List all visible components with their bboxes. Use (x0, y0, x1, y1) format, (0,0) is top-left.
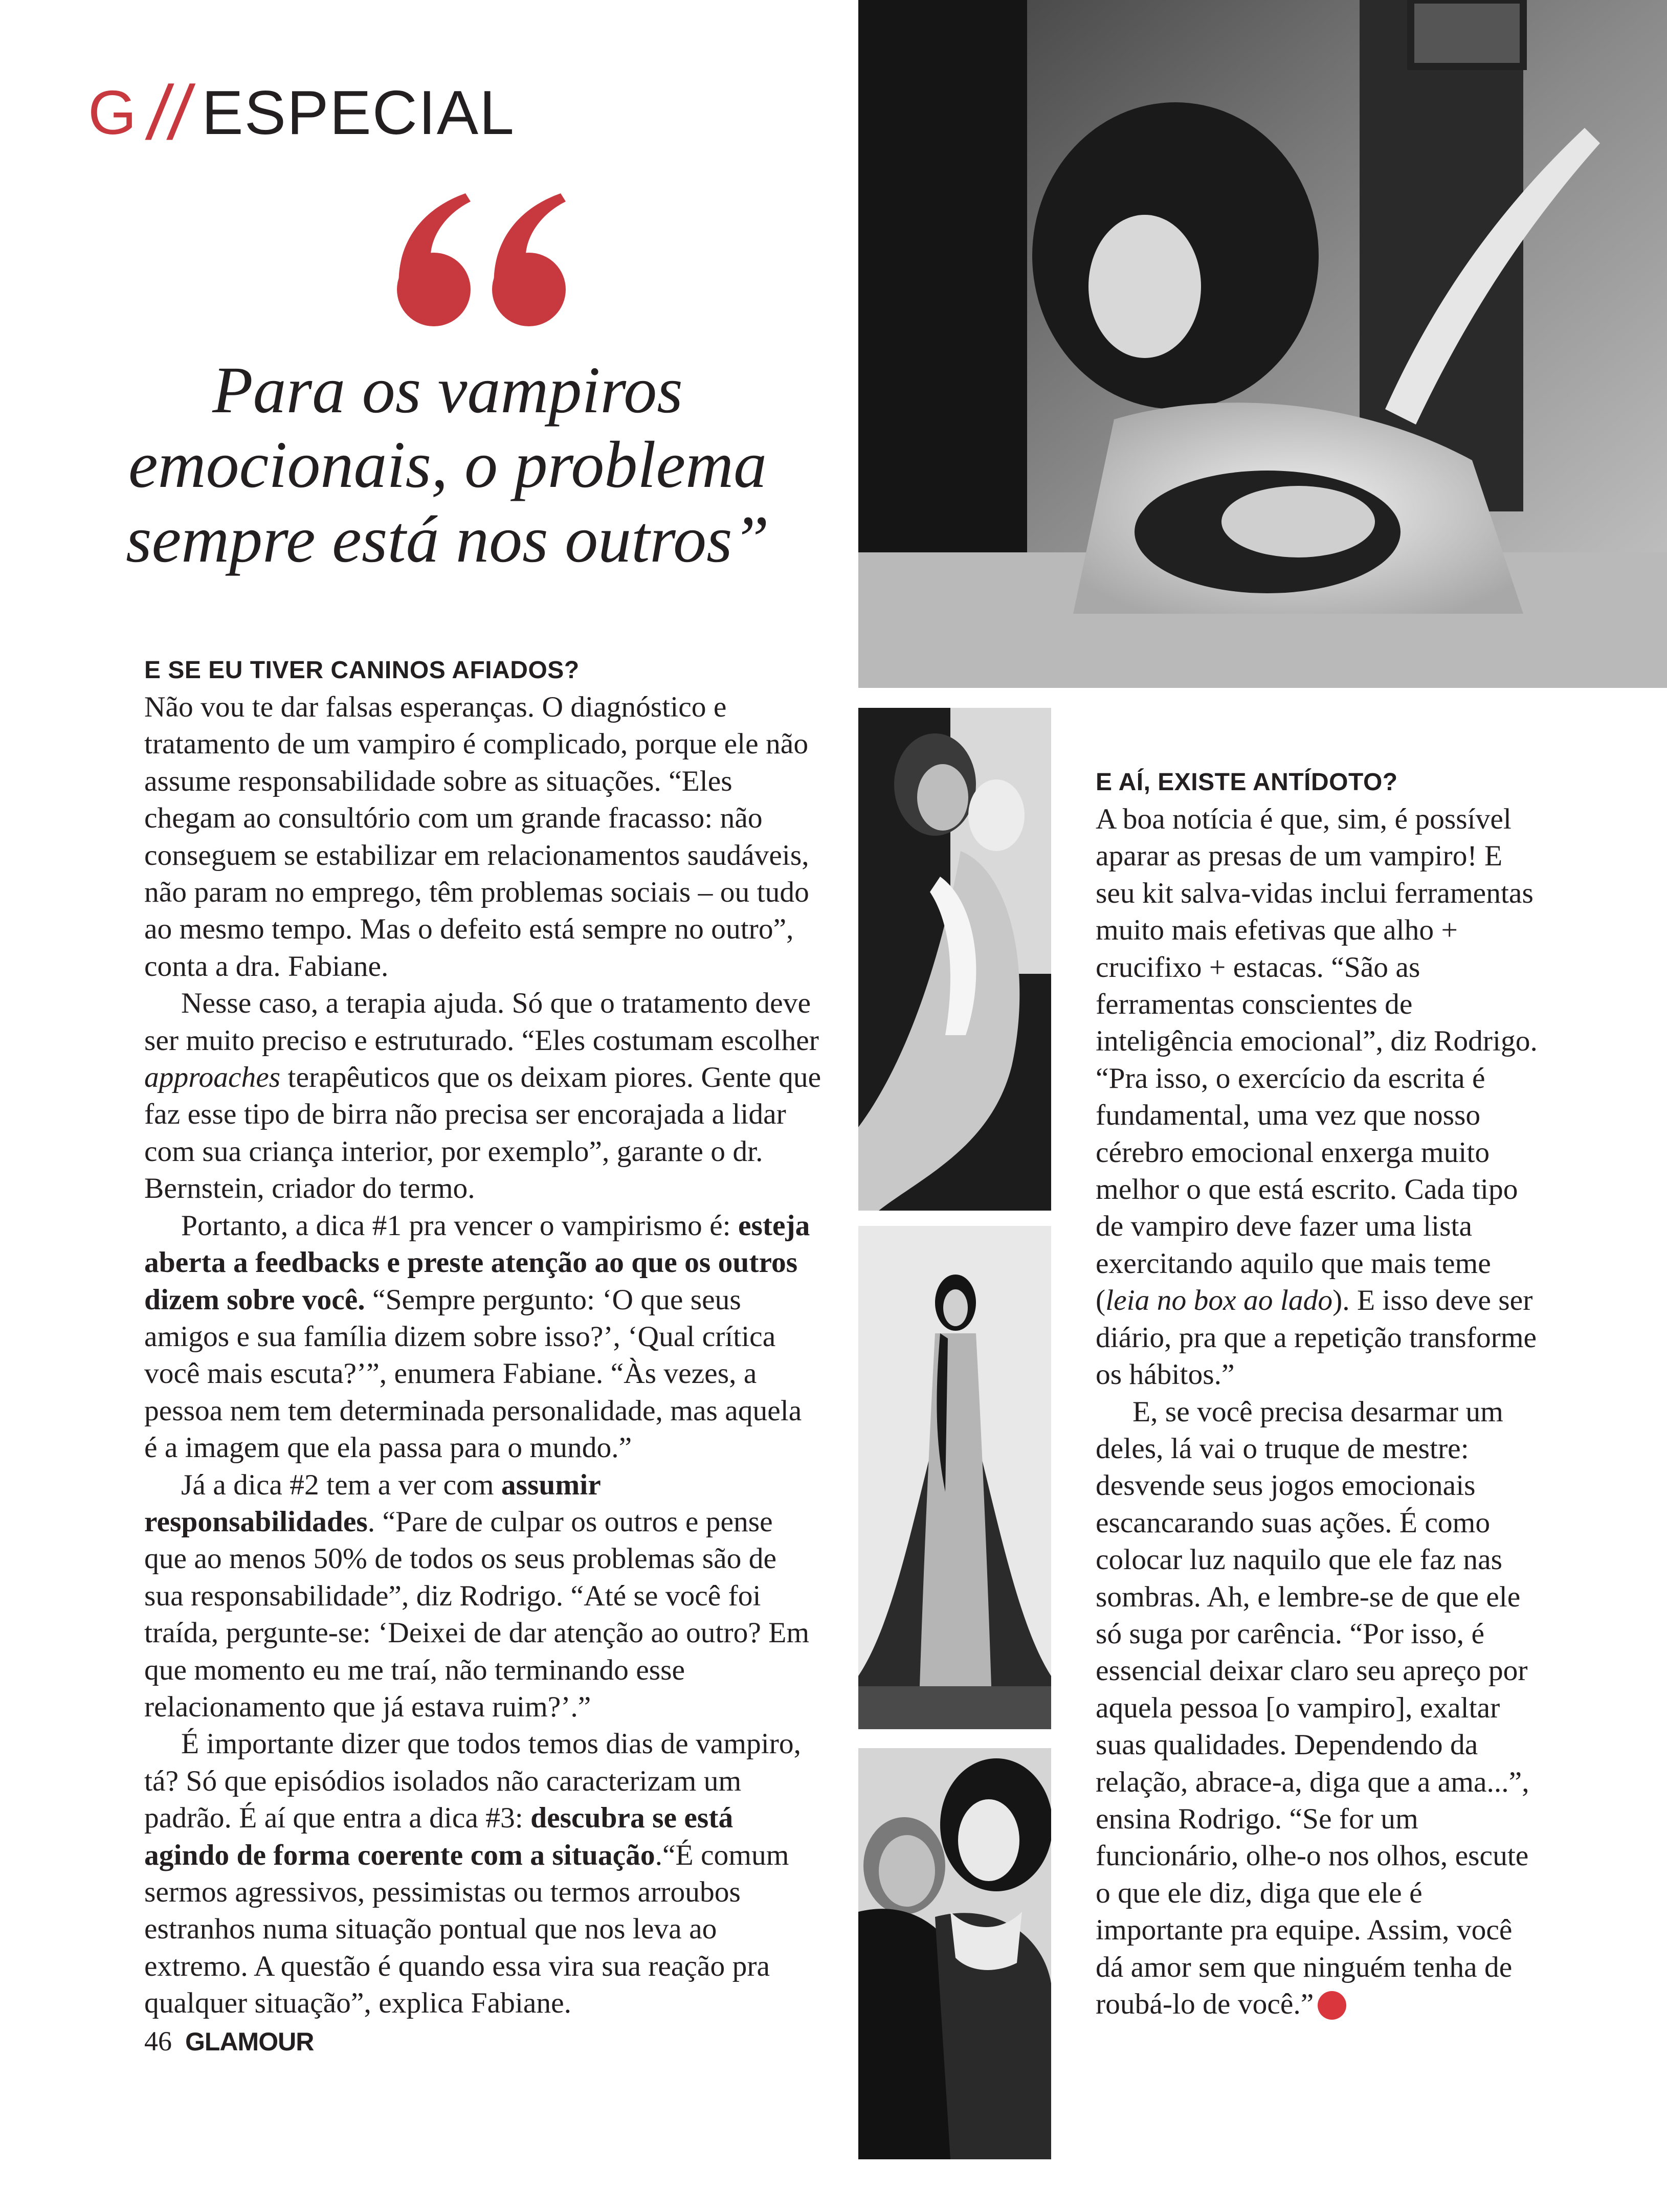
pull-quote-line: emocionais, o problema (128, 428, 767, 502)
main-photo (858, 0, 1667, 688)
pull-quote-line: Para os vampiros (212, 353, 683, 427)
page-footer (144, 2025, 314, 2066)
page-number: 46 (144, 2026, 172, 2057)
section-letter: G (88, 78, 137, 147)
paragraph: E, se você precisa desarmar um deles, lá vai o truque de mestre: desvende seus jogos emocionais escancarando suas ações. É como colocar luz naquilo que ele faz nas sombras. Ah, e lembre-se de que ele só suga por carência. “Por isso, é essencial deixar claro seu apreço por aquela pessoa [o vampiro], exaltar suas qualidades. Dependendo da relação, abrace-a, diga que a ama...”, ensina Rodrigo. “Se for um funcionário, olhe-o nos olhos, escute o que ele diz, diga que ele é importante pra equipe. Assim, você dá amor sem que ninguém tenha de roubá-lo de você.” G (1096, 1395, 1529, 2020)
vampire-photo-2 (858, 708, 1051, 1211)
section-heading: E SE EU TIVER CANINOS AFIADOS? (144, 657, 580, 684)
pull-quote (102, 353, 793, 577)
pull-quote-line: sempre está nos outros” (126, 503, 769, 576)
left-column (144, 652, 822, 2022)
vampire-photo-4 (858, 1748, 1051, 2159)
section-slash: // (143, 70, 198, 155)
paragraph: A boa notícia é que, sim, é possível aparar as presas de um vampiro! E seu kit salva-vidas inclui ferramentas muito mais efetivas que alho + crucifixo + estacas. “São as ferramentas conscientes de inteligência emocional”, diz Rodrigo. “Pra isso, o exercício da escrita é fundamental, uma vez que nosso cérebro emocional enxerga muito melhor o que está escrito. Cada tipo de vampiro deve fazer uma lista exercitando aquilo que mais teme (leia no box ao lado). E isso deve ser diário, pra que a repetição transforme os hábitos.” (1096, 803, 1538, 1391)
paragraph: É importante dizer que todos temos dias de vampiro, tá? Só que episódios isolados não caracterizam um padrão. É aí que entra a dica #3: descubra se está agindo de forma coerente com a situação.“É comum sermos agressivos, pessimistas ou termos arroubos estranhos numa situação pontual que nos leva ao extremo. A questão é quando essa vira sua reação pra qualquer situação”, explica Fabiane. (144, 1728, 801, 2020)
end-mark-icon: G (1318, 1991, 1346, 2020)
section-title: ESPECIAL (202, 78, 515, 147)
quote-mark-icon (389, 189, 573, 327)
paragraph: Portanto, a dica #1 pra vencer o vampirismo é: esteja aberta a feedbacks e preste atenção ao que os outros dizem sobre você. “Sempre pergunto: ‘O que seus amigos e sua família dizem sobre isso?’, ‘Qual crítica você mais escuta?’”, enumera Fabiane. “Às vezes, a pessoa nem tem determinada personalidade, mas aquela é a imagem que ela passa para o mundo.” (144, 1209, 810, 1464)
vampire-photo-3 (858, 1226, 1051, 1729)
paragraph: Nesse caso, a terapia ajuda. Só que o tratamento deve ser muito preciso e estruturado. “Eles costumam escolher approaches terapêuticos que os deixam piores. Gente que faz esse tipo de birra não precisa ser encorajada a lidar com sua criança interior, por exemplo”, garante o dr. Bernstein, criador do termo. (144, 987, 821, 1205)
magazine-brand: GLAMOUR (185, 2027, 314, 2056)
right-column (1096, 764, 1546, 2023)
paragraph: Não vou te dar falsas esperanças. O diagnóstico e tratamento de um vampiro é complicado, porque ele não assume responsabilidade sobre as situações. “Eles chegam ao consultório com um grande fracasso: não conseguem se estabilizar em relacionamentos saudáveis, não param no emprego, têm problemas sociais – ou tudo ao mesmo tempo. Mas o defeito está sempre no outro”, conta a dra. Fabiane. (144, 691, 809, 982)
section-heading: E AÍ, EXISTE ANTÍDOTO? (1096, 769, 1398, 796)
paragraph: Já a dica #2 tem a ver com assumir responsabilidades. “Pare de culpar os outros e pense que ao menos 50% de todos os seus problemas são de sua responsabilidade”, diz Rodrigo. “Até se você foi traída, pergunte-se: ‘Deixei de dar atenção ao outro? Em que momento eu me traí, não terminando esse relacionamento que já estava ruim?’.” (144, 1468, 810, 1723)
section-header (88, 70, 515, 155)
